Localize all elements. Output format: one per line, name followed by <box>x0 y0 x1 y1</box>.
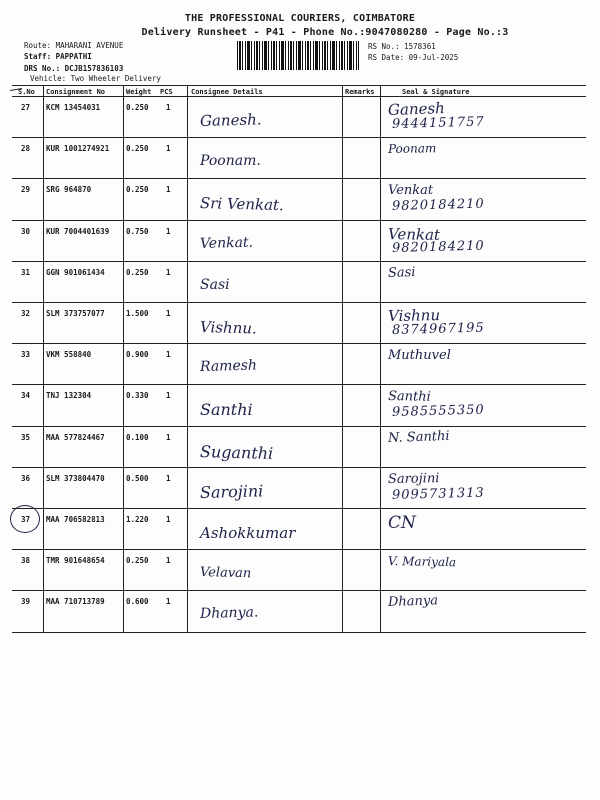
row-consignee-handwritten: Sarojini <box>199 481 264 502</box>
row-divider <box>12 384 586 385</box>
row-consignment: SLM 373757077 <box>46 309 105 318</box>
row-divider <box>12 178 586 179</box>
header-bottom-rule <box>12 96 586 97</box>
row-consignee-handwritten: Vishnu. <box>199 318 258 338</box>
row-consignment: SLM 373804470 <box>46 473 105 483</box>
col-header-pcs: PCS <box>160 88 173 96</box>
col-rule-2 <box>123 85 124 633</box>
row-sno: 38 <box>21 556 31 566</box>
row-pcs: 1 <box>166 309 171 318</box>
col-header-consignee: Consignee Details <box>191 88 263 96</box>
route-label: Route: MAHARANI AVENUE <box>24 41 124 50</box>
row-pcs: 1 <box>166 267 171 277</box>
row-weight: 0.250 <box>126 267 149 277</box>
row-pcs: 1 <box>166 432 171 442</box>
row-pcs: 1 <box>166 103 171 112</box>
row-weight: 1.220 <box>126 515 149 524</box>
row-consignee-handwritten: Venkat. <box>199 234 254 252</box>
row-signature: Venkat <box>388 183 434 199</box>
row-signature: Muthuvel <box>388 348 451 364</box>
col-header-weight: Weight <box>126 88 152 96</box>
vehicle-label: Vehicle: Two Wheeler Delivery <box>30 74 161 83</box>
row-sno: 36 <box>21 473 31 483</box>
col-header-sno: S.No <box>18 88 35 96</box>
row-pcs: 1 <box>166 350 171 360</box>
row-divider <box>12 508 586 509</box>
row-sno: 28 <box>21 144 31 154</box>
row-divider <box>12 590 586 591</box>
barcode-image <box>237 41 359 70</box>
row-divider <box>12 220 586 221</box>
row-consignment: MAA 577824467 <box>46 432 105 442</box>
row-divider <box>12 426 586 427</box>
row-weight: 0.500 <box>126 473 149 483</box>
col-rule-3 <box>187 85 188 633</box>
row-divider <box>12 632 586 633</box>
row-consignee-handwritten: Ganesh. <box>199 110 262 130</box>
row-consignee-handwritten: Sasi <box>200 276 230 293</box>
row-consignee-handwritten: Ashokkumar <box>200 524 296 542</box>
row-signature-phone: 9820184210 <box>391 196 485 215</box>
row-weight: 0.250 <box>126 185 149 195</box>
rs-number: RS No.: 1578361 <box>368 42 436 51</box>
company-title: THE PROFESSIONAL COURIERS, COIMBATORE <box>184 13 416 24</box>
col-header-remarks: Remarks <box>345 88 375 96</box>
row-consignment: KUR 7004401639 <box>46 226 110 236</box>
row-consignee-handwritten: Dhanya. <box>199 604 259 623</box>
row-sno: 31 <box>21 267 31 277</box>
row-sno: 39 <box>21 597 31 607</box>
row-divider <box>12 549 586 550</box>
row-signature: CN <box>388 513 416 533</box>
row-signature: Sarojini <box>387 470 440 487</box>
row-consignee-handwritten: Sri Venkat. <box>199 194 285 215</box>
row-consignment: MAA 710713789 <box>46 597 105 607</box>
row-divider <box>12 302 586 303</box>
row-signature-phone: 9585555350 <box>391 402 485 421</box>
row-weight: 0.750 <box>126 226 149 236</box>
row-signature-phone: 9820184210 <box>391 238 485 256</box>
row-pcs: 1 <box>166 473 171 483</box>
row-sno: 35 <box>21 432 31 442</box>
row-weight: 0.250 <box>126 556 149 566</box>
row-signature: Ganesh <box>387 99 446 119</box>
row-sno: 32 <box>21 309 31 318</box>
row-sno: 34 <box>21 391 31 401</box>
row-weight: 0.100 <box>126 432 149 442</box>
row-sno: 29 <box>21 185 31 195</box>
rs-date: RS Date: 09-Jul-2025 <box>368 53 459 62</box>
row-consignee-handwritten: Ramesh <box>199 357 258 376</box>
row-sno: 30 <box>21 226 31 236</box>
row-signature-phone: 8374967195 <box>391 320 485 338</box>
row-divider <box>12 261 586 262</box>
row-signature: N. Santhi <box>387 428 450 446</box>
row-consignment: MAA 706582813 <box>46 515 105 524</box>
header-top-rule <box>12 85 586 86</box>
row-weight: 1.500 <box>126 309 149 318</box>
row-consignee-handwritten: Santhi <box>200 400 253 420</box>
row-sno: 33 <box>21 350 31 360</box>
col-rule-5 <box>380 85 381 633</box>
row-signature-phone: 9444151757 <box>391 114 485 132</box>
row-sno: 27 <box>21 103 31 112</box>
row-pcs: 1 <box>166 597 171 607</box>
row-consignee-handwritten: Poonam. <box>200 153 261 170</box>
row-divider <box>12 137 586 138</box>
row-consignee-handwritten: Velavan <box>199 565 252 582</box>
row-pcs: 1 <box>166 144 171 154</box>
row-signature: Vishnu <box>387 306 441 325</box>
row-weight: 0.330 <box>126 391 149 401</box>
drs-number: DRS No.: DCJB157836103 <box>24 64 124 73</box>
row-consignee-handwritten: Suganthi <box>199 441 274 463</box>
row-signature: Venkat <box>387 224 441 244</box>
row-consignment: TNJ 132304 <box>46 391 92 401</box>
row-weight: 0.250 <box>126 144 149 154</box>
row-weight: 0.900 <box>126 350 149 360</box>
row-consignment: KCM 13454031 <box>46 103 101 112</box>
row-pcs: 1 <box>166 556 171 566</box>
row-pcs: 1 <box>166 391 171 401</box>
col-rule-4 <box>342 85 343 633</box>
row-signature: V. Mariyala <box>387 554 457 570</box>
row-signature-phone: 9095731313 <box>391 485 485 503</box>
row-consignment: SRG 964870 <box>46 185 92 195</box>
row-consignment: GGN 901061434 <box>46 267 105 277</box>
runsheet-title: Delivery Runsheet - P41 - Phone No.:9047080280 - Page No.:3 <box>141 27 509 38</box>
row-signature: Dhanya <box>387 593 439 611</box>
row-divider <box>12 343 586 344</box>
row-signature: Sasi <box>387 264 416 281</box>
row-consignment: TMR 901648654 <box>46 556 105 566</box>
row-consignment: KUR 1001274921 <box>46 144 110 154</box>
row-sno: 37 <box>21 515 31 524</box>
row-signature: Poonam <box>387 141 437 157</box>
staff-label: Staff: PAPPATHI <box>24 52 92 61</box>
row-weight: 0.600 <box>126 597 149 607</box>
col-header-consignment: Consignment No <box>46 88 106 96</box>
col-header-seal: Seal & Signature <box>402 88 470 96</box>
row-consignment: VKM 558840 <box>46 350 92 360</box>
row-divider <box>12 467 586 468</box>
row-pcs: 1 <box>166 515 171 524</box>
col-rule-1 <box>43 85 44 633</box>
row-pcs: 1 <box>166 185 171 195</box>
row-pcs: 1 <box>166 226 171 236</box>
row-signature: Santhi <box>387 389 431 406</box>
row-weight: 0.250 <box>126 103 149 112</box>
